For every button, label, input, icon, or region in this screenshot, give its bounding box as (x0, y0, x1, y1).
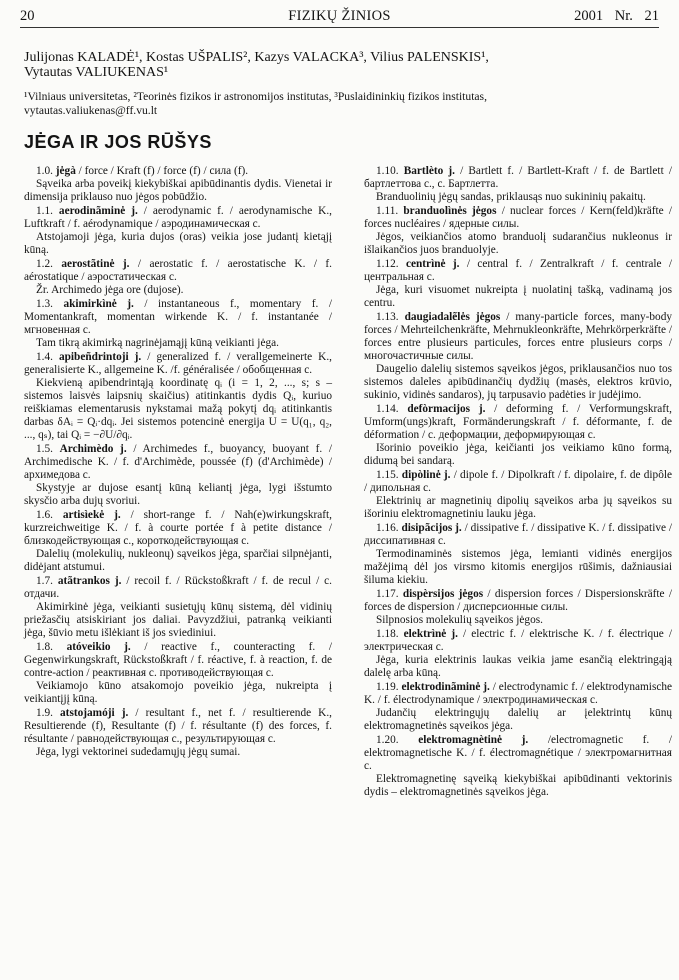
entry-number: 1.17. (376, 588, 403, 600)
entry-term: branduolìnės jėgos (403, 205, 497, 217)
entry-definition: Elektromagnetinę sąveiką kiekybiškai apibūdinanti vektorinis dydis – elektromagnetinės sąveikos jėga. (364, 773, 672, 798)
entry-definition: Silpnosios molekulių sąveikos jėgos. (376, 614, 543, 626)
entry-number: 1.4. (36, 351, 59, 363)
entry-definition: Sąveika arba poveikį kiekybiškai apibūdinantis dydis. Vienetai ir dimensija priklauso nuo jėgos pobūdžio. (24, 178, 332, 203)
entry-definition: Išorinio poveikio jėga, keičianti jos veikiamo kūno formą, didumą bei sandarą. (364, 442, 672, 467)
entry-number: 1.19. (376, 681, 402, 693)
entry-translations: / reactive f., counteracting f. / Gegenwirkungskraft, Rückstoßkraft / f. réactive, f. à reaction, f. de contre-action / реактивная с. противодействующая с. (24, 641, 332, 679)
entry-definition: Kiekvieną apibendrintąją koordinatę qᵢ (i = 1, 2, ..., s; s – sistemos laisvės laipsnių skaičius) atitinkantis dydis Qᵢ, kuriuo reiškiamas elementarusis nykstamai mažą pokytį dqᵢ atitinkantis darbas δAᵢ = Qᵢ·dqᵢ. Jei sistemos potencinė energija U = U(q₁, q₂, ..., qₛ), tai Qᵢ = −∂U/∂qᵢ. (24, 377, 332, 441)
entry-translations: / nuclear forces / Kern(feld)kräfte / forces nucléaires / ядерные силы. (364, 205, 672, 230)
entry-translations: / electric f. / elektrische K. / f. électrique / электрическая с. (364, 628, 672, 653)
entry-number: 1.11. (376, 205, 404, 217)
entry-term: Bartlèto j. (403, 165, 455, 177)
entry-heading (24, 641, 332, 680)
entry-term: atstojamóji j. (60, 707, 129, 719)
article-title: JĖGA IR JOS RŪŠYS (24, 132, 212, 152)
entry-definition: Judančių elektringųjų dalelių ar įelektrintų kūnų elektromagnetinės sąveikos jėga. (364, 707, 672, 732)
entry-translations: / dipole f. / Dipolkraft / f. dipolaire, f. de dipôle / дипольная с. (364, 469, 672, 494)
entry-heading (24, 205, 332, 231)
entry-translations: / instantaneous f., momentary f. / Momentankraft, momentan wirkende K. / f. instantanée / мгновенная с. (24, 298, 332, 336)
entry-heading (364, 469, 672, 495)
entry-definition: Jėga, lygi vektorinei sudedamųjų jėgų sumai. (36, 746, 241, 758)
entry-definition: Akimirkinė jėga, veikianti susietųjų kūnų sistemą, dėl vidinių priežasčių atsiskiriant jos daliai. Pavyzdžiui, patranką veikianti jėga, šūvio metu išlėkiant iš jos sviediniui. (24, 601, 332, 639)
entry-term: aerodinãminė j. (58, 205, 138, 217)
entry-term: apibeñdrintoji j. (58, 351, 142, 363)
author-list (24, 50, 664, 80)
entry-definition: Branduolinių jėgų sandas, priklausąs nuo sukininių pakaitų. (376, 191, 646, 203)
entry-term: Archimèdo j. (59, 443, 127, 455)
entry-translations: / recoil f. / Rückstoßkraft / f. de recul / с. отдачи. (24, 575, 332, 600)
entry-heading (24, 351, 332, 377)
entry-number: 1.16. (376, 522, 402, 534)
entry-definition: Jėgos, veikiančios atomo branduolį sudarančius nukleonus ir išlaikančios juos branduolyje. (364, 231, 672, 256)
entry-translations: / generalized f. / verallgemeinerte K., generalisierte K., allgemeine K. /f. généralisée / обобщенная с. (24, 351, 332, 376)
entry-heading (364, 205, 672, 231)
entry-number: 1.9. (36, 707, 61, 719)
entry-heading (364, 681, 672, 707)
author-line-2: Vytautas VALIUKENAS¹ (24, 65, 169, 80)
entry-definition: Atstojamoji jėga, kuria dujos (oras) veikia jose judantį kietąjį kūną. (24, 231, 332, 256)
entry-number: 1.7. (36, 575, 58, 587)
entry-translations: /electromagnetic f. / elektromagnetische K. / f. électromagnétique / электромагнитная с. (364, 734, 672, 772)
entry-definition: Daugelio dalelių sistemos sąveikos jėgos, priklausančios nuo tos sistemos daleles apibūdinančių dydžių (masės, elektros krūvio, sukinio, vidinės sandaros), jų tarpusavio padėties ir judėjimo. (364, 363, 672, 401)
entry-term: disipãcijos j. (401, 522, 462, 534)
entry-number: 1.18. (376, 628, 404, 640)
entry-number: 1.20. (376, 734, 419, 746)
entry-heading (364, 522, 672, 548)
entry-term: artisìekė j. (62, 509, 121, 521)
affiliation-line: ¹Vilniaus universitetas, ²Teorinės fizikos ir astronomijos institutas, ³Puslaidininkių fizikos institutas, (24, 90, 487, 103)
entry-term: dispèrsijos jėgos (402, 588, 484, 600)
running-header (20, 8, 659, 28)
entry-heading (24, 298, 332, 337)
entry-number: 1.6. (36, 509, 63, 521)
entry-translations: / force / Kraft (f) / force (f) / сила (f). (75, 165, 249, 177)
entry-number: 1.5. (36, 443, 60, 455)
entry-heading (364, 403, 672, 442)
entry-translations: / dissipative f. / dissipative K. / f. dissipative / диссипативная с. (364, 522, 672, 547)
entry-number: 1.1. (36, 205, 59, 217)
entry-number: 1.2. (36, 258, 62, 270)
entry-definition: Dalelių (molekulių, nukleonų) sąveikos jėga, sparčiai silpnėjanti, didėjant atstumui. (24, 548, 332, 573)
right-column (364, 165, 672, 800)
entry-translations: / central f. / Zentralkraft / f. centrale / центральная с. (364, 258, 673, 283)
entry-term: jėgà (55, 165, 76, 177)
entry-definition: Skystyje ar dujose esantį kūną keliantį jėga, lygi išstumto skysčio arba dujų svoriui. (24, 482, 332, 507)
entry-heading (24, 258, 332, 284)
entry-translations: / Bartlett f. / Bartlett-Kraft / f. de Bartlett / бартлеттова с., с. Бартлетта. (364, 165, 672, 190)
entry-translations: / Archimedes f., buoyancy, buoyant f. / Archimedische K. / f. d'Archimède, poussée (f) (d'Archimède) / архимедова с. (24, 443, 333, 481)
entry-term: elektrìnė j. (403, 628, 458, 640)
page-number: 20 (20, 8, 35, 24)
entry-heading (24, 165, 332, 178)
issue-label: 2001 Nr. 21 (574, 8, 659, 24)
affiliations (24, 90, 664, 117)
entry-number: 1.13. (376, 311, 405, 323)
entry-definition: Veikiamojo kūno atsakomojo poveikio jėga, nukreipta į veikiantįjį kūną. (24, 680, 332, 705)
entry-definition: Termodinaminės sistemos jėga, lemianti vidinės energijos mažėjimą dėl jos virsmo kitomis energijos rūšimis, dažniausiai šiluma kiekiu. (364, 548, 672, 586)
entry-number: 1.3. (36, 298, 64, 310)
entry-number: 1.10. (376, 165, 404, 177)
entry-number: 1.15. (376, 469, 402, 481)
entry-heading (24, 509, 332, 548)
journal-name: FIZIKŲ ŽINIOS (288, 8, 391, 24)
entry-heading (364, 734, 672, 773)
entry-translations: / short-range f. / Nah(e)wirkungskraft, kurzreichweitige K. / f. à courte portée f à petite distance / близкодействующая с., короткодействующая с. (24, 509, 332, 547)
entry-term: daugiadalẽlės jėgos (404, 311, 501, 323)
entry-definition: Žr. Archimedo jėga ore (dujose). (36, 284, 184, 296)
entry-number: 1.12. (376, 258, 406, 270)
entry-heading (364, 311, 672, 363)
entry-definition: Jėga, kuri visuomet nukreipta į nuolatinį tašką, vadinamą jos centru. (364, 284, 672, 309)
entry-term: defòrmacijos j. (407, 403, 486, 415)
entry-number: 1.8. (36, 641, 67, 653)
entry-translations: / resultant f., net f. / resultierende K., Resultierende (f), Resultante (f) / f. résultante (f) des forces, f. résultante / равнодействующая с., результирующая с. (24, 707, 332, 745)
header-rule (20, 27, 659, 28)
entry-heading (364, 258, 672, 284)
entry-term: dipòlinė j. (401, 469, 451, 481)
entry-heading (24, 707, 332, 746)
entry-translations: / aerostatic f. / aerostatische K. / f. aérostatique / аэростатическая с. (24, 258, 332, 283)
entry-translations: / aerodynamic f. / aerodynamische K., Luftkraft / f. aérodynamique / аэродинамическая с. (24, 205, 332, 230)
entry-definition: Jėga, kuria elektrinis laukas veikia jame esančią elektringąją dalelę arba kūną. (364, 654, 672, 679)
entry-heading (364, 165, 672, 191)
entry-number: 1.0. (36, 165, 56, 177)
entry-number: 1.14. (376, 403, 408, 415)
entry-term: centrìnė j. (405, 258, 460, 270)
entry-term: atãtrankos j. (57, 575, 122, 587)
entry-heading (24, 575, 332, 601)
entry-translations: / dispersion forces / Dispersionskräfte / forces de dispersion / дисперсионные силы. (364, 588, 672, 613)
entry-term: elektrodinãminė j. (401, 681, 490, 693)
entry-term: elektromagnètinė j. (418, 734, 529, 746)
entry-translations: / many-particle forces, many-body forces / Mehrteilchenkräfte, Mehrnukleonkräfte, Mehrkörperkräfte / forces entre plusieurs particules, forces entre plusieurs corps / многочастичные силы. (364, 311, 673, 362)
entry-heading (364, 588, 672, 614)
entry-term: aerostãtinė j. (61, 258, 130, 270)
entry-translations: / electrodynamic f. / elektrodynamische K. / f. électrodynamique / электродинамическая с. (364, 681, 673, 706)
entry-heading (24, 443, 332, 482)
entry-definition: Tam tikrą akimirką nagrinėjamąjį kūną veikianti jėga. (36, 337, 279, 349)
entry-heading (364, 628, 672, 654)
author-email: vytautas.valiukenas@ff.vu.lt (24, 103, 158, 117)
left-column (24, 165, 332, 760)
entry-term: akimirkìnė j. (63, 298, 134, 310)
entry-term: atóveikio j. (66, 641, 131, 653)
author-line-1: Julijonas KALADĖ¹, Kostas UŠPALIS², Kazys VALACKA³, Vilius PALENSKIS¹, (24, 50, 489, 65)
entry-definition: Elektrinių ar magnetinių dipolių sąveikos arba jų sąveikos su išoriniu elektromagnetiniu lauku jėga. (364, 495, 672, 520)
entry-translations: / deforming f. / Verformungskraft, Umform(ungs)kraft, Formänderungskraft / f. déformante, f. de déformation / с. деформации, деформирующая с. (364, 403, 672, 441)
